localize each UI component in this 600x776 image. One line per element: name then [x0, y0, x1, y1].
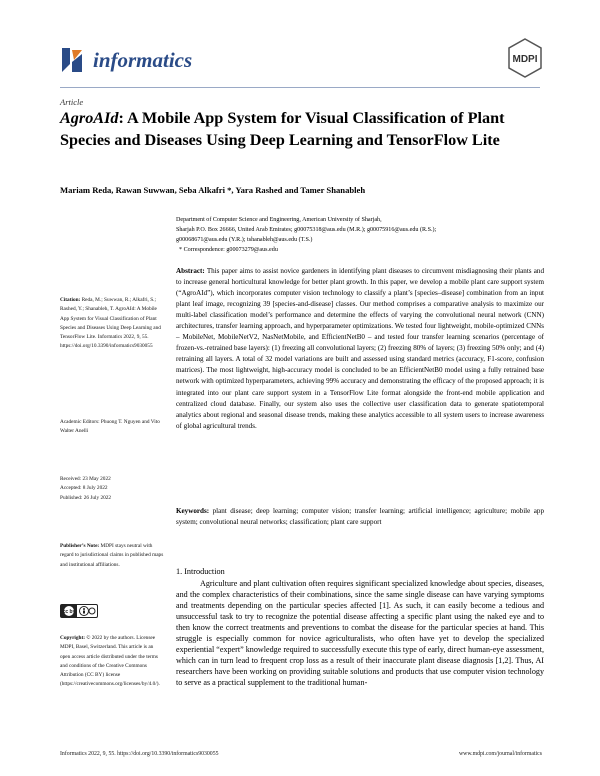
section-heading: 1. Introduction [176, 567, 225, 576]
footer-citation[interactable]: Informatics 2022, 9, 55. https://doi.org/10.3390/informatics9030055 [60, 751, 219, 757]
author-list: Mariam Reda, Rawan Suwwan, Seba Alkafri *, Yara Rashed and Tamer Shanableh [60, 185, 366, 195]
publication-dates [60, 475, 164, 503]
publisher-note-text: MDPI stays neutral with regard to jurisdictional claims in published maps and institutional affiliations. [60, 543, 164, 568]
publisher-note [60, 542, 164, 570]
introduction-body [176, 578, 544, 688]
keywords-label: Keywords: [176, 507, 210, 515]
keywords [176, 506, 544, 528]
paper-title [60, 108, 540, 151]
copyright-notice [60, 634, 164, 690]
cc-badge-text: cc by [62, 609, 76, 615]
introduction-paragraph: Agriculture and plant cultivation often requires significant specialized knowledge about species, diseases, and the complex characteristics of their combinations, since the same single disease can have varying symptoms and treatments depending on the particular species affected [1]. As such, it can easily become a tedious and unsuccessful task to try to recognize the potential disease affecting a specific plant using the naked eye and to then know the correct treatments and preventions to combat the disease for the particular species at hand. This struggle is especially common for novice agriculturalists, who often have yet to develop the specialized experiential “expert” knowledge required to successfully execute this type of early, direct human-eye assessment, which can in turn lead to frequent crop loss as a result of their inaccurate plant disease diagnosis [1,2]. Thus, AI researchers have been working on providing suitable solutions and products that use computer vision technology to serve as a practical supplement to the traditional human- [176, 579, 544, 688]
copyright-label: Copyright: [60, 635, 86, 641]
copyright-text: © 2022 by the authors. Licensee MDPI, Basel, Switzerland. This article is an open access article distributed under the terms and conditions of the Creative Commons Attribution (CC BY) license (https://creativecommons.org/licenses/by/4.0/). [60, 635, 160, 688]
abstract-label: Abstract: [176, 267, 205, 275]
affiliation-line: g00068671@aus.edu (Y.R.); tshanableh@aus.edu (T.S.) [176, 237, 313, 243]
affiliation-line: Department of Computer Science and Engineering, American University of Sharjah, [176, 217, 382, 223]
correspondence-line: * Correspondence: g00073279@aus.edu [179, 247, 278, 253]
title-italic-part: AgroAId [60, 109, 119, 127]
mdpi-logo-text: MDPI [512, 54, 538, 65]
publisher-note-label: Publisher’s Note: [60, 543, 100, 549]
citation-label: Citation: [60, 297, 81, 303]
citation-text[interactable]: Reda, M.; Suwwan, R.; Alkafri, S.; Rashed, Y.; Shanableh, T. AgroAId: A Mobile App System for Visual Classification of Plant Species and Diseases Using Deep Learning and TensorFlow Lite. Informatics 2022, 9, 55. https://doi.org/10.3390/informatics9030055 [60, 297, 161, 350]
academic-editors: Academic Editors: Phuong T. Nguyen and Vito Walter Anelli [60, 419, 160, 435]
header-divider [60, 87, 540, 88]
affiliation-line: Sharjah P.O. Box 26666, United Arab Emirates; g00075318@aus.edu (M.R.); g00075916@aus.edu (R.S.); [176, 227, 437, 233]
cc-by-license-icon[interactable] [60, 604, 98, 618]
abstract [176, 266, 544, 432]
footer-journal-url[interactable]: www.mdpi.com/journal/informatics [458, 751, 542, 757]
keywords-text: plant disease; deep learning; computer vision; transfer learning; artificial intelligence; agriculture; mobile app system; convolutional neural networks; classification; plant care support [176, 507, 544, 526]
journal-logo-icon [60, 46, 86, 74]
citation-block [60, 296, 164, 352]
mdpi-logo-icon [507, 38, 543, 78]
published-date: Published: 26 July 2022 [60, 494, 112, 501]
article-type: Article [60, 97, 84, 107]
received-date: Received: 23 May 2022 [60, 476, 111, 482]
accepted-date: Accepted: 8 July 2022 [60, 485, 108, 492]
abstract-text: This paper aims to assist novice gardeners in identifying plant diseases to circumvent misdiagnosing their plants and to increase general horticultural knowledge for better plant growth. In this paper, we develop a mobile plant care support system (“AgroAId”), which incorporates computer vision technology to classify a plant’s [species–disease] combination from an input plant leaf image, recognizing 39 [species-and-disease] classes. Our method comprises a comparative analysis to maximize our multi-label classification model’s performance and determine the effects of varying the convolutional neural network (CNN) architectures, transfer learning approach, and hyperparameter optimizations. We tested four lightweight, mobile-optimized CNNs – MobileNet, MobileNetV2, NasNetMobile, and EfficientNetB0 – and tested four transfer learning scenarios (percentage of frozen-vs.-retrained base layers): (1) freezing all convolutional layers; (2) freezing 80% of layers; (3) freezing 50% only; and (4) retraining all layers. A total of 32 model variations are built and assessed using standard metrics (accuracy, F1-score, confusion matrices). The most lightweight, high-accuracy model is concluded to be an EfficientNetB0 model using a fully retrained base network with optimized hyperparameters, achieving 99% accuracy and demonstrating the efficacy of the proposed approach; it is integrated into our plant care support system in a TensorFlow Lite format alongside the front-end mobile application and centralized cloud database. Finally, our system also uses the collective user classification data to generate spatiotemporal analytics about regional and seasonal disease trends, making these analytics accessible to all system users to increase awareness of global agricultural trends. [176, 267, 544, 430]
journal-name: informatics [93, 48, 193, 72]
title-rest: : A Mobile App System for Visual Classification of Plant Species and Diseases Using Deep Learning and TensorFlow Lite [60, 109, 505, 149]
affiliation-block [176, 215, 546, 255]
